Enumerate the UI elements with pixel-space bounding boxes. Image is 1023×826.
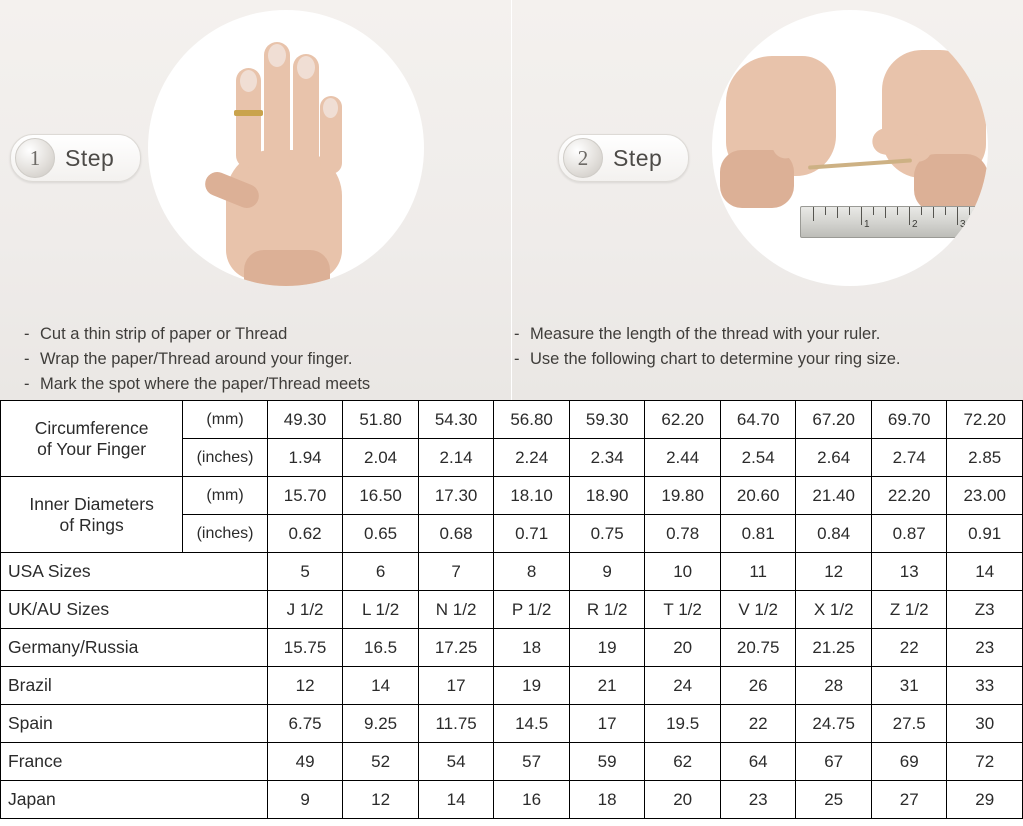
data-cell: 26 [720,667,796,705]
data-cell: 72 [947,743,1023,781]
step-1-number: 1 [15,138,55,178]
row-label: UK/AU Sizes [1,591,268,629]
unit-cell: (mm) [183,477,268,515]
data-cell: 25 [796,781,872,819]
data-cell: 49.30 [267,401,343,439]
data-cell: 31 [871,667,947,705]
data-cell: 2.64 [796,439,872,477]
data-cell: 2.24 [494,439,570,477]
instruction-line: - Mark the spot where the paper/Thread meets [24,375,371,393]
ruler-mark: 2 [912,219,918,230]
data-cell: 2.74 [871,439,947,477]
data-cell: 52 [343,743,419,781]
row-label [1,401,183,477]
data-cell: 19 [569,629,645,667]
data-cell: 19.5 [645,705,721,743]
row-label: Germany/Russia [1,629,268,667]
data-cell: 5 [267,553,343,591]
data-cell: 2.14 [418,439,494,477]
data-cell: 24.75 [796,705,872,743]
data-cell: 51.80 [343,401,419,439]
data-cell: 23 [947,629,1023,667]
data-cell: 14 [947,553,1023,591]
data-cell: 14.5 [494,705,570,743]
thread-ring [234,110,263,116]
table-row [1,553,1023,591]
data-cell: 0.68 [418,515,494,553]
data-cell: 64.70 [720,401,796,439]
data-cell: 2.85 [947,439,1023,477]
ruler-mark: 1 [864,219,870,230]
data-cell: 1.94 [267,439,343,477]
data-cell: 6 [343,553,419,591]
data-cell: 54 [418,743,494,781]
data-cell: 59 [569,743,645,781]
data-cell: 16.5 [343,629,419,667]
data-cell: 59.30 [569,401,645,439]
ruler-photo [712,10,988,286]
instruction-text: Cut a thin strip of paper or Thread [40,325,288,343]
data-cell: L 1/2 [343,591,419,629]
data-cell: 21.25 [796,629,872,667]
data-cell: 28 [796,667,872,705]
data-cell: 22.20 [871,477,947,515]
data-cell: 18 [569,781,645,819]
data-cell: 8 [494,553,570,591]
data-cell: 0.62 [267,515,343,553]
data-cell: 72.20 [947,401,1023,439]
data-cell: 62 [645,743,721,781]
instruction-line: - Cut a thin strip of paper or Thread [24,325,288,343]
data-cell: 0.78 [645,515,721,553]
instruction-text: Mark the spot where the paper/Thread meets [40,375,371,393]
data-cell: 2.54 [720,439,796,477]
data-cell: 17.25 [418,629,494,667]
data-cell: 0.75 [569,515,645,553]
data-cell: 23 [720,781,796,819]
step-1-instructions [24,322,494,397]
instruction-line: - Measure the length of the thread with your ruler. [514,325,881,343]
data-cell: 20.60 [720,477,796,515]
data-cell: 49 [267,743,343,781]
data-cell: 21.40 [796,477,872,515]
data-cell: 18 [494,629,570,667]
data-cell: 9 [569,553,645,591]
step-1-badge [10,134,141,182]
data-cell: 57 [494,743,570,781]
data-cell: 6.75 [267,705,343,743]
data-cell: 23.00 [947,477,1023,515]
data-cell: 21 [569,667,645,705]
data-cell: 30 [947,705,1023,743]
data-cell: 17 [418,667,494,705]
data-cell: 19 [494,667,570,705]
data-cell: 14 [343,667,419,705]
data-cell: 0.84 [796,515,872,553]
step-2-number: 2 [563,138,603,178]
data-cell: 33 [947,667,1023,705]
unit-cell: (inches) [183,515,268,553]
data-cell: 15.70 [267,477,343,515]
data-cell: V 1/2 [720,591,796,629]
unit-cell: (inches) [183,439,268,477]
table-row [1,477,1023,515]
data-cell: 0.81 [720,515,796,553]
data-cell: 17.30 [418,477,494,515]
ruler-mark: 3 [960,219,966,230]
data-cell: J 1/2 [267,591,343,629]
data-cell: 16.50 [343,477,419,515]
data-cell: 7 [418,553,494,591]
data-cell: 2.34 [569,439,645,477]
data-cell: 9 [267,781,343,819]
data-cell: 15.75 [267,629,343,667]
data-cell: 69 [871,743,947,781]
row-label-line2: of Rings [59,514,124,535]
data-cell: 2.04 [343,439,419,477]
data-cell: N 1/2 [418,591,494,629]
panel-divider [511,0,512,400]
measuring-illustration [712,10,988,286]
table-row [1,591,1023,629]
data-cell: 0.71 [494,515,570,553]
data-cell: 0.65 [343,515,419,553]
data-cell: 16 [494,781,570,819]
row-label-line1: Inner Diameters [29,493,154,514]
data-cell: 22 [871,629,947,667]
data-cell: Z3 [947,591,1023,629]
row-label: France [1,743,268,781]
instruction-text: Wrap the paper/Thread around your finger. [40,350,353,368]
row-label: Brazil [1,667,268,705]
data-cell: 67 [796,743,872,781]
data-cell: 19.80 [645,477,721,515]
instruction-text: Measure the length of the thread with your ruler. [530,325,881,343]
instructions-panel [0,0,1023,400]
table-row [1,705,1023,743]
data-cell: T 1/2 [645,591,721,629]
data-cell: 56.80 [494,401,570,439]
data-cell: 9.25 [343,705,419,743]
step-2-label: Step [613,144,663,171]
step-2-badge [558,134,689,182]
row-label: Spain [1,705,268,743]
row-label: Japan [1,781,268,819]
data-cell: 11.75 [418,705,494,743]
table-row [1,781,1023,819]
data-cell: 62.20 [645,401,721,439]
row-label: USA Sizes [1,553,268,591]
data-cell: 14 [418,781,494,819]
row-label-line2: of Your Finger [37,438,147,459]
hand-illustration [148,10,424,286]
hand-photo [148,10,424,286]
row-label-line1: Circumference [34,417,149,438]
data-cell: 0.91 [947,515,1023,553]
data-cell: 69.70 [871,401,947,439]
data-cell: 2.44 [645,439,721,477]
data-cell: 12 [343,781,419,819]
data-cell: 20 [645,629,721,667]
data-cell: 10 [645,553,721,591]
table-row [1,743,1023,781]
data-cell: 12 [796,553,872,591]
table-row [1,401,1023,439]
data-cell: R 1/2 [569,591,645,629]
data-cell: 29 [947,781,1023,819]
data-cell: 12 [267,667,343,705]
table-row [1,667,1023,705]
table-row [1,629,1023,667]
data-cell: 17 [569,705,645,743]
data-cell: 11 [720,553,796,591]
data-cell: 20.75 [720,629,796,667]
data-cell: P 1/2 [494,591,570,629]
step-1-label: Step [65,144,115,171]
data-cell: 27.5 [871,705,947,743]
unit-cell: (mm) [183,401,268,439]
data-cell: 27 [871,781,947,819]
ring-size-chart [0,400,1023,819]
ruler [800,206,988,238]
data-cell: 64 [720,743,796,781]
data-cell: 18.90 [569,477,645,515]
step-2-instructions [514,322,1014,372]
data-cell: 24 [645,667,721,705]
data-cell: 20 [645,781,721,819]
data-cell: 18.10 [494,477,570,515]
data-cell: 54.30 [418,401,494,439]
data-cell: 13 [871,553,947,591]
data-cell: 0.87 [871,515,947,553]
row-label [1,477,183,553]
instruction-text: Use the following chart to determine your ring size. [530,350,901,368]
data-cell: 67.20 [796,401,872,439]
data-cell: Z 1/2 [871,591,947,629]
data-cell: 22 [720,705,796,743]
instruction-line: - Wrap the paper/Thread around your finger. [24,350,353,368]
instruction-line: - Use the following chart to determine your ring size. [514,350,901,368]
data-cell: X 1/2 [796,591,872,629]
